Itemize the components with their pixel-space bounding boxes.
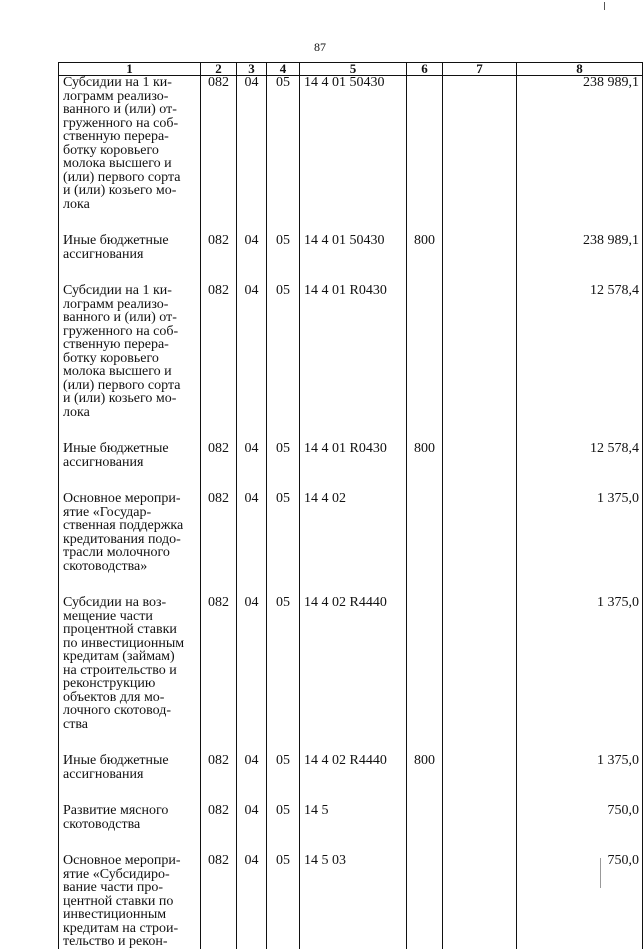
cell-subsection: 05: [267, 76, 300, 212]
cell-target-article: 14 4 01 R0430: [300, 284, 407, 419]
row-name: Субсидии на 1 ки- лограмм реализо- ванного и (или) от- груженного на соб- ственную перера- ботку коровьего молока высшего и (или) первого сорта и (или) козьего мо- лока: [59, 76, 201, 212]
cell-target-article: 14 5: [300, 804, 407, 831]
cell-subsection: 05: [267, 804, 300, 831]
spacer-cell: [300, 261, 407, 284]
table-row: [59, 442, 643, 469]
column-header-8: 8: [517, 63, 643, 76]
cell-expense-type: 800: [407, 754, 443, 781]
spacer-cell: [443, 781, 517, 804]
spacer-cell: [201, 781, 237, 804]
table-row: [59, 804, 643, 831]
cell-amount: 12 578,4: [517, 442, 643, 469]
table-row: [59, 596, 643, 731]
row-name: Основное меропри- ятие «Субсидиро- вание части про- центной ставки по инвестиционным кредитам на строи- тельство и рекон-: [59, 854, 201, 949]
cell-subsection: 05: [267, 854, 300, 949]
cell-expense-type: [407, 284, 443, 419]
cell-col7: [443, 442, 517, 469]
row-spacer: [59, 831, 643, 854]
cell-subsection: 05: [267, 442, 300, 469]
row-spacer: [59, 261, 643, 284]
spacer-cell: [517, 419, 643, 442]
cell-section: 04: [237, 76, 267, 212]
spacer-cell: [407, 211, 443, 234]
cell-expense-type: [407, 596, 443, 731]
cell-ministry-code: 082: [201, 234, 237, 261]
spacer-cell: [443, 831, 517, 854]
cell-ministry-code: 082: [201, 854, 237, 949]
budget-table-container: [58, 61, 642, 949]
cell-col7: [443, 804, 517, 831]
spacer-cell: [237, 831, 267, 854]
cell-amount: 238 989,1: [517, 76, 643, 212]
spacer-cell: [407, 261, 443, 284]
table-row: [59, 284, 643, 419]
cell-col7: [443, 234, 517, 261]
cell-ministry-code: 082: [201, 76, 237, 212]
cell-col7: [443, 596, 517, 731]
cell-expense-type: 800: [407, 442, 443, 469]
row-name: Основное меропри- ятие «Государ- ственная поддержка кредитования подо- трасли молочного скотоводства»: [59, 492, 201, 573]
spacer-cell: [517, 573, 643, 596]
cell-amount: 750,0: [517, 804, 643, 831]
cell-expense-type: [407, 492, 443, 573]
header-row: [59, 63, 643, 76]
spacer-cell: [59, 573, 201, 596]
spacer-cell: [237, 261, 267, 284]
column-header-2: 2: [201, 63, 237, 76]
spacer-cell: [517, 831, 643, 854]
spacer-cell: [59, 419, 201, 442]
cell-amount: 750,0: [517, 854, 643, 949]
cell-col7: [443, 754, 517, 781]
cell-expense-type: [407, 804, 443, 831]
spacer-cell: [59, 781, 201, 804]
table-row: [59, 76, 643, 212]
cell-subsection: 05: [267, 284, 300, 419]
spacer-cell: [201, 261, 237, 284]
column-header-1: 1: [59, 63, 201, 76]
cell-amount: 238 989,1: [517, 234, 643, 261]
row-spacer: [59, 419, 643, 442]
spacer-cell: [407, 831, 443, 854]
spacer-cell: [201, 419, 237, 442]
spacer-cell: [407, 419, 443, 442]
spacer-cell: [237, 781, 267, 804]
spacer-cell: [407, 731, 443, 754]
spacer-cell: [201, 211, 237, 234]
scan-edge-mark: [600, 858, 601, 888]
cell-section: 04: [237, 754, 267, 781]
spacer-cell: [443, 261, 517, 284]
cell-subsection: 05: [267, 234, 300, 261]
cell-expense-type: [407, 854, 443, 949]
spacer-cell: [267, 211, 300, 234]
spacer-cell: [300, 419, 407, 442]
spacer-cell: [267, 261, 300, 284]
row-name: Иные бюджетные ассигнования: [59, 754, 201, 781]
spacer-cell: [300, 573, 407, 596]
spacer-cell: [300, 731, 407, 754]
row-spacer: [59, 573, 643, 596]
cell-section: 04: [237, 442, 267, 469]
spacer-cell: [59, 731, 201, 754]
cell-section: 04: [237, 854, 267, 949]
spacer-cell: [267, 419, 300, 442]
column-header-6: 6: [407, 63, 443, 76]
table-body: [59, 76, 643, 949]
cell-target-article: 14 4 02 R4440: [300, 596, 407, 731]
cell-amount: 1 375,0: [517, 596, 643, 731]
cell-col7: [443, 76, 517, 212]
spacer-cell: [267, 781, 300, 804]
row-name: Иные бюджетные ассигнования: [59, 442, 201, 469]
cell-ministry-code: 082: [201, 596, 237, 731]
spacer-cell: [201, 573, 237, 596]
spacer-cell: [517, 731, 643, 754]
scan-edge-mark: [604, 2, 605, 10]
column-header-7: 7: [443, 63, 517, 76]
spacer-cell: [237, 469, 267, 492]
spacer-cell: [443, 419, 517, 442]
cell-ministry-code: 082: [201, 284, 237, 419]
spacer-cell: [201, 731, 237, 754]
cell-expense-type: [407, 76, 443, 212]
cell-subsection: 05: [267, 492, 300, 573]
spacer-cell: [407, 469, 443, 492]
spacer-cell: [267, 573, 300, 596]
cell-subsection: 05: [267, 754, 300, 781]
spacer-cell: [59, 211, 201, 234]
table-row: [59, 492, 643, 573]
cell-ministry-code: 082: [201, 442, 237, 469]
spacer-cell: [443, 573, 517, 596]
cell-expense-type: 800: [407, 234, 443, 261]
spacer-cell: [201, 831, 237, 854]
spacer-cell: [517, 211, 643, 234]
cell-amount: 12 578,4: [517, 284, 643, 419]
row-spacer: [59, 781, 643, 804]
cell-col7: [443, 492, 517, 573]
cell-ministry-code: 082: [201, 804, 237, 831]
spacer-cell: [443, 211, 517, 234]
page-number: 87: [314, 40, 326, 54]
spacer-cell: [237, 419, 267, 442]
table-row: [59, 754, 643, 781]
spacer-cell: [59, 469, 201, 492]
row-spacer: [59, 731, 643, 754]
spacer-cell: [237, 731, 267, 754]
cell-section: 04: [237, 804, 267, 831]
spacer-cell: [407, 573, 443, 596]
column-header-3: 3: [237, 63, 267, 76]
cell-section: 04: [237, 284, 267, 419]
row-spacer: [59, 211, 643, 234]
cell-amount: 1 375,0: [517, 754, 643, 781]
spacer-cell: [237, 573, 267, 596]
spacer-cell: [407, 781, 443, 804]
spacer-cell: [300, 831, 407, 854]
cell-ministry-code: 082: [201, 754, 237, 781]
column-header-4: 4: [267, 63, 300, 76]
cell-section: 04: [237, 234, 267, 261]
spacer-cell: [267, 731, 300, 754]
cell-target-article: 14 4 01 50430: [300, 76, 407, 212]
table-row: [59, 234, 643, 261]
cell-col7: [443, 284, 517, 419]
spacer-cell: [300, 211, 407, 234]
row-spacer: [59, 469, 643, 492]
cell-section: 04: [237, 596, 267, 731]
spacer-cell: [443, 469, 517, 492]
spacer-cell: [517, 781, 643, 804]
cell-target-article: 14 4 01 50430: [300, 234, 407, 261]
cell-ministry-code: 082: [201, 492, 237, 573]
cell-amount: 1 375,0: [517, 492, 643, 573]
cell-target-article: 14 4 01 R0430: [300, 442, 407, 469]
row-name: Субсидии на 1 ки- лограмм реализо- ванного и (или) от- груженного на соб- ственную перера- ботку коровьего молока высшего и (или) первого сорта и (или) козьего мо- лока: [59, 284, 201, 419]
spacer-cell: [517, 469, 643, 492]
spacer-cell: [443, 731, 517, 754]
spacer-cell: [300, 469, 407, 492]
spacer-cell: [201, 469, 237, 492]
row-name: Иные бюджетные ассигнования: [59, 234, 201, 261]
spacer-cell: [59, 831, 201, 854]
cell-target-article: 14 4 02 R4440: [300, 754, 407, 781]
column-header-5: 5: [300, 63, 407, 76]
cell-section: 04: [237, 492, 267, 573]
cell-target-article: 14 4 02: [300, 492, 407, 573]
spacer-cell: [59, 261, 201, 284]
spacer-cell: [267, 831, 300, 854]
table-row: [59, 854, 643, 949]
spacer-cell: [237, 211, 267, 234]
row-name: Развитие мясного скотоводства: [59, 804, 201, 831]
spacer-cell: [300, 781, 407, 804]
cell-target-article: 14 5 03: [300, 854, 407, 949]
cell-col7: [443, 854, 517, 949]
budget-table: [58, 62, 643, 949]
cell-subsection: 05: [267, 596, 300, 731]
row-name: Субсидии на воз- мещение части процентной ставки по инвестиционным кредитам (займам) на строительство и реконструкцию объектов для мо- лочного скотовод- ства: [59, 596, 201, 731]
spacer-cell: [517, 261, 643, 284]
spacer-cell: [267, 469, 300, 492]
